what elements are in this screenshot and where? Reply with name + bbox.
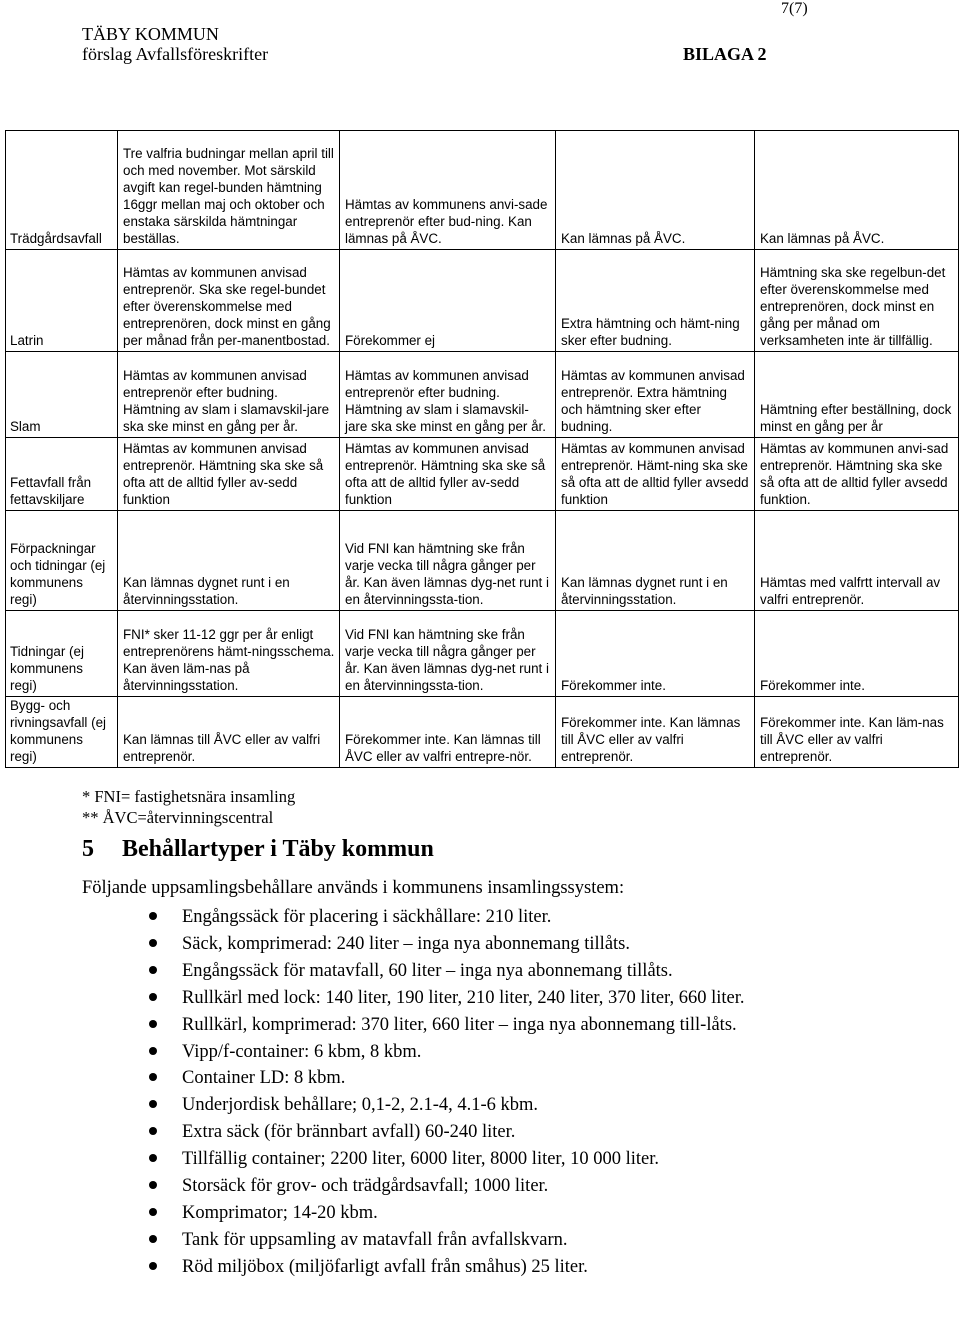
bullet-icon: [149, 1262, 157, 1270]
section-heading: [82, 836, 434, 863]
table-row: [6, 611, 959, 697]
row-category: Tidningar (ej kommunens regi): [6, 611, 118, 697]
list-item-text: Tillfällig container; 2200 liter, 6000 liter, 8000 liter, 10 000 liter.: [182, 1149, 659, 1170]
list-item: [120, 1092, 820, 1119]
row-category: Slam: [6, 352, 118, 438]
list-item-text: Extra säck (för brännbart avfall) 60-240 liter.: [182, 1122, 516, 1143]
list-item-text: Engångssäck för matavfall, 60 liter – inga nya abonnemang tillåts.: [182, 960, 673, 981]
list-item-text: Vipp/f-container: 6 kbm, 8 kbm.: [182, 1041, 422, 1062]
container-type-list: [120, 904, 820, 1281]
list-item-text: Röd miljöbox (miljöfarligt avfall från småhus) 25 liter.: [182, 1256, 588, 1277]
table-cell: FNI* sker 11-12 ggr per år enligt entreprenörens hämt-ningsschema. Kan även läm-nas på återvinningsstation.: [118, 611, 340, 697]
table-cell: Kan lämnas dygnet runt i en återvinningsstation.: [556, 511, 755, 611]
list-item: [120, 985, 820, 1012]
list-item-text: Säck, komprimerad: 240 liter – inga nya abonnemang tillåts.: [182, 933, 631, 954]
bullet-icon: [149, 939, 157, 947]
table-cell: Tre valfria budningar mellan april till och med november. Mot särskild avgift kan regel-bunden hämtning 16ggr mellan maj och oktober och enstaka särskilda hämtningar beställas.: [118, 131, 340, 250]
list-item: [120, 1200, 820, 1227]
table-cell: Hämtas av kommunen anvisad entreprenör. Hämtning ska ske så ofta att de alltid fyller av-sedd funktion: [340, 438, 556, 511]
table-row: [6, 511, 959, 611]
row-category: Trädgårdsavfall: [6, 131, 118, 250]
bullet-icon: [149, 1208, 157, 1216]
list-item: [120, 958, 820, 985]
row-category: Latrin: [6, 250, 118, 352]
table-cell: Förekommer inte. Kan lämnas till ÅVC eller av valfri entrepre-nör.: [340, 697, 556, 768]
appendix-label: BILAGA 2: [683, 44, 767, 64]
list-item: [120, 931, 820, 958]
section-intro: Följande uppsamlingsbehållare används i kommunens insamlingssystem:: [82, 878, 625, 898]
document-title: förslag Avfallsföreskrifter: [82, 44, 269, 64]
footnote-fni: * FNI= fastighetsnära insamling: [82, 787, 296, 806]
bullet-icon: [149, 966, 157, 974]
bullet-icon: [149, 1154, 157, 1162]
list-item-text: Engångssäck för placering i säckhållare: 210 liter.: [182, 907, 552, 927]
list-item-text: Komprimator; 14-20 kbm.: [182, 1202, 378, 1223]
list-item: [120, 1012, 820, 1039]
table-cell: Hämtning efter beställning, dock minst en gång per år: [755, 352, 959, 438]
table-cell: Förekommer inte.: [556, 611, 755, 697]
list-item-text: Rullkärl, komprimerad: 370 liter, 660 liter – inga nya abonnemang till-låts.: [182, 1014, 737, 1035]
row-category: Förpackningar och tidningar (ej kommunens regi): [6, 511, 118, 611]
bullet-icon: [149, 1235, 157, 1243]
row-category: Bygg- och rivningsavfall (ej kommunens regi): [6, 697, 118, 768]
list-item-text: Container LD: 8 kbm.: [182, 1068, 346, 1089]
table-cell: Vid FNI kan hämtning ske från varje vecka till några gånger per år. Kan även lämnas dyg-net runt i en återvinningssta-tion.: [340, 611, 556, 697]
table-cell: Förekommer inte.: [755, 611, 959, 697]
collection-rules-table-1: [5, 130, 959, 511]
table-cell: Hämtas med valfrtt intervall av valfri entreprenör.: [755, 511, 959, 611]
list-item: [120, 904, 820, 931]
table-row: [6, 697, 959, 768]
table-cell: Förekommer ej: [340, 250, 556, 352]
list-item-text: Storsäck för grov- och trädgårdsavfall; 1000 liter.: [182, 1176, 549, 1197]
table-cell: Hämtas av kommunen anvisad entreprenör. Hämtning ska ske så ofta att de alltid fyller av-sedd funktion: [118, 438, 340, 511]
row-category: Fettavfall från fettavskiljare: [6, 438, 118, 511]
organization-name: TÄBY KOMMUN: [82, 24, 219, 44]
page-number: 7(7): [781, 0, 808, 17]
table-row: [6, 131, 959, 250]
table-cell: Extra hämtning och hämt-ning sker efter budning.: [556, 250, 755, 352]
table-cell: Hämtas av kommunen anvisad entreprenör efter budning. Hämtning av slam i slamavskil-jare ska ske minst en gång per år.: [118, 352, 340, 438]
table-row: [6, 250, 959, 352]
table-cell: Hämtas av kommunen anvisad entreprenör. Extra hämtning och hämtning sker efter budning.: [556, 352, 755, 438]
bullet-icon: [149, 1047, 157, 1055]
table-cell: Hämtas av kommunen anvisad entreprenör. Ska ske regel-bundet efter överenskommelse med entreprenören, dock minst en gång per månad från per-manentbostad.: [118, 250, 340, 352]
bullet-icon: [149, 993, 157, 1001]
table-cell: Hämtas av kommunen anvisad entreprenör efter budning. Hämtning av slam i slamavskil-jare ska ske minst en gång per år.: [340, 352, 556, 438]
table-cell: Kan lämnas på ÅVC.: [755, 131, 959, 250]
list-item: [120, 1065, 820, 1092]
table-row: [6, 438, 959, 511]
bullet-icon: [149, 1127, 157, 1135]
bullet-icon: [149, 1100, 157, 1108]
table-cell: Hämtas av kommunens anvi-sade entreprenör efter bud-ning. Kan lämnas på ÅVC.: [340, 131, 556, 250]
list-item: [120, 1173, 820, 1200]
section-number: 5: [82, 836, 94, 862]
list-item-text: Underjordisk behållare; 0,1-2, 2.1-4, 4.1-6 kbm.: [182, 1095, 539, 1116]
list-item: [120, 1146, 820, 1173]
table-cell: Hämtas av kommunen anvi-sad entreprenör. Hämtning ska ske så ofta att de alltid fyller avsedd funktion.: [755, 438, 959, 511]
bullet-icon: [149, 1020, 157, 1028]
footnote-avc: ** ÅVC=återvinningscentral: [82, 808, 274, 827]
table-cell: Hämtas av kommunen anvisad entreprenör. Hämt-ning ska ske så ofta att de alltid fyller avsedd funktion: [556, 438, 755, 511]
list-item: [120, 1039, 820, 1066]
table-cell: Förekommer inte. Kan läm-nas till ÅVC eller av valfri entreprenör.: [755, 697, 959, 768]
list-item: [120, 1227, 820, 1254]
bullet-icon: [149, 912, 157, 920]
list-item-text: Rullkärl med lock: 140 liter, 190 liter, 210 liter, 240 liter, 370 liter, 660 liter.: [182, 987, 745, 1008]
table-cell: Kan lämnas till ÅVC eller av valfri entreprenör.: [118, 697, 340, 768]
bullet-icon: [149, 1073, 157, 1081]
table-cell: Förekommer inte. Kan lämnas till ÅVC eller av valfri entreprenör.: [556, 697, 755, 768]
table-cell: Vid FNI kan hämtning ske från varje vecka till några gånger per år. Kan även lämnas dyg-net runt i en återvinningssta-tion.: [340, 511, 556, 611]
table-cell: Hämtning ska ske regelbun-det efter överenskommelse med entreprenören, dock minst en gång per månad om verksamheten inte är tillfällig.: [755, 250, 959, 352]
section-title: Behållartyper i Täby kommun: [122, 836, 434, 862]
list-item: [120, 1254, 820, 1281]
collection-rules-table-2: [5, 510, 959, 768]
table-cell: Kan lämnas dygnet runt i en återvinningsstation.: [118, 511, 340, 611]
footnotes: [82, 786, 295, 828]
list-item-text: Tank för uppsamling av matavfall från avfallskvarn.: [182, 1229, 568, 1250]
table-cell: Kan lämnas på ÅVC.: [556, 131, 755, 250]
table-row: [6, 352, 959, 438]
list-item: [120, 1119, 820, 1146]
bullet-icon: [149, 1181, 157, 1189]
